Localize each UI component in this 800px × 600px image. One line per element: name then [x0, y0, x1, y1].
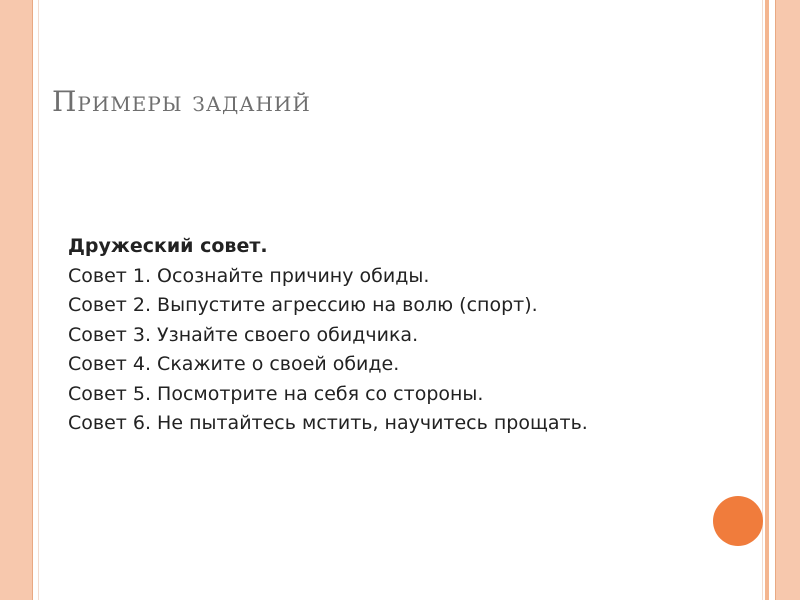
slide-title: Примеры заданий	[52, 85, 311, 118]
right-border-line	[775, 0, 776, 600]
content-heading: Дружеский совет.	[68, 235, 268, 257]
decorative-orange-circle	[713, 496, 763, 546]
left-border-frame	[0, 0, 32, 600]
tip-1: Совет 1. Осознайте причину обиды.	[68, 264, 430, 287]
right-border-frame	[775, 0, 800, 600]
tip-5: Совет 5. Посмотрите на себя со стороны.	[68, 382, 484, 405]
tip-3: Совет 3. Узнайте своего обидчика.	[68, 323, 419, 346]
slide-content	[68, 232, 588, 439]
tip-4: Совет 4. Скажите о своей обиде.	[68, 353, 400, 375]
tip-6: Совет 6. Не пытайтесь мстить, научитесь прощать.	[68, 412, 588, 434]
tip-2: Совет 2. Выпустите агрессию на волю (спорт).	[68, 294, 538, 316]
left-border-line	[32, 0, 33, 600]
